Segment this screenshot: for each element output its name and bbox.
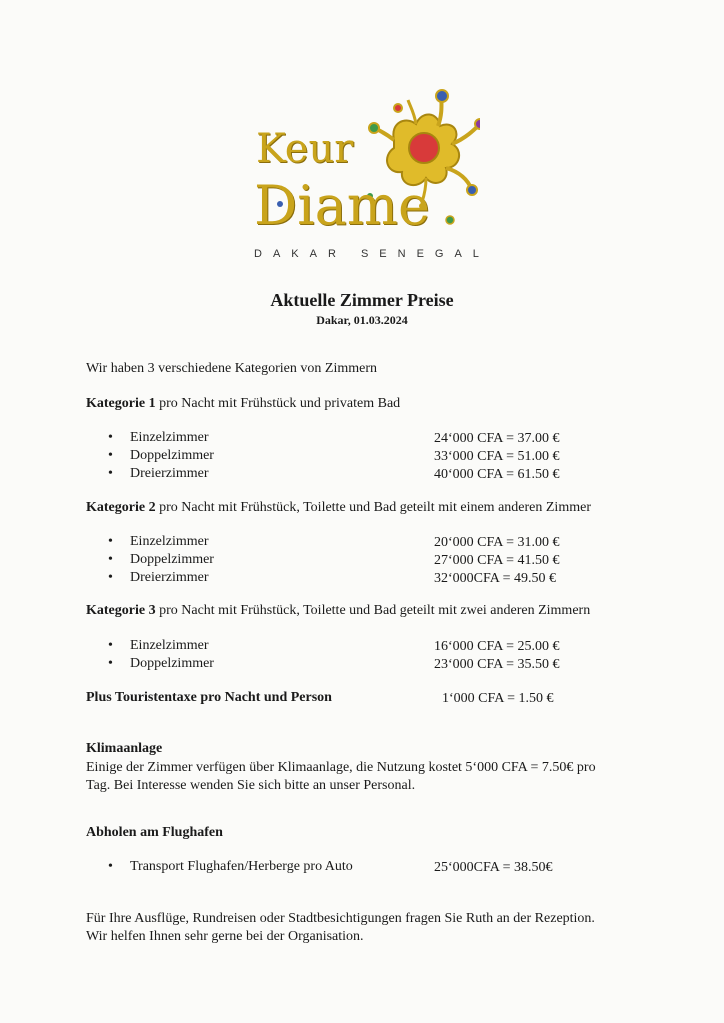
aircon-line-2: Tag. Bei Interesse wenden Sie sich bitte an unser Personal. [86,778,416,793]
list-item [108,466,209,484]
bullet-icon: • [108,859,113,874]
intro-text: Wir haben 3 verschiedene Kategorien von Zimmern [86,361,377,376]
airport-price: 25‘000CFA = 38.50€ [434,860,553,875]
room-price: 40‘000 CFA = 61.50 € [434,467,560,482]
closing-line-2: Wir helfen Ihnen sehr gerne bei der Organisation. [86,929,364,944]
category-2-heading [86,500,591,516]
room-price: 20‘000 CFA = 31.00 € [434,535,560,550]
airport-item: Transport Flughafen/Herberge pro Auto [130,859,353,874]
room-price: 16‘000 CFA = 25.00 € [434,639,560,654]
category-3-heading [86,603,590,619]
closing-line-1: Für Ihre Ausflüge, Rundreisen oder Stadtbesichtigungen fragen Sie Ruth an der Rezeption. [86,911,595,926]
list-item [108,638,209,656]
room-price: 24‘000 CFA = 37.00 € [434,431,560,446]
bullet-icon: • [108,638,113,653]
room-name: Dreierzimmer [130,466,209,481]
bullet-icon: • [108,534,113,549]
bullet-icon: • [108,430,113,445]
aircon-heading: Klimaanlage [86,741,163,756]
keur-diame-logo [250,88,490,263]
logo-location: DAKAR SENEGAL [254,248,490,260]
tourist-tax-price: 1‘000 CFA = 1.50 € [442,691,554,706]
room-name: Einzelzimmer [130,638,209,653]
bullet-icon: • [108,448,113,463]
logo-word-diame: Diame [254,174,430,237]
room-name: Einzelzimmer [130,534,209,549]
tourist-tax-label: Plus Touristentaxe pro Nacht und Person [86,690,332,705]
bullet-icon: • [108,656,113,671]
list-item [108,534,209,552]
page-subtitle: Dakar, 01.03.2024 [316,313,408,327]
closing-text [86,910,646,946]
list-item [108,570,209,588]
room-price: 32‘000CFA = 49.50 € [434,571,556,586]
room-price: 33‘000 CFA = 51.00 € [434,449,560,464]
list-item [108,448,214,466]
aircon-text [86,759,646,795]
category-desc: pro Nacht mit Frühstück, Toilette und Bad geteilt mit einem anderen Zimmer [155,500,591,515]
list-item [108,656,214,674]
room-name: Doppelzimmer [130,552,214,567]
bullet-icon: • [108,466,113,481]
bullet-icon: • [108,552,113,567]
category-label: Kategorie 3 [86,603,156,618]
page-title: Aktuelle Zimmer Preise [270,290,454,310]
room-name: Doppelzimmer [130,448,214,463]
category-desc: pro Nacht mit Frühstück, Toilette und Bad geteilt mit zwei anderen Zimmern [155,603,591,618]
list-item [108,430,209,448]
list-item [108,859,353,877]
category-label: Kategorie 1 [86,396,156,411]
logo-word-keur: Keur [256,126,354,172]
room-price: 27‘000 CFA = 41.50 € [434,553,560,568]
category-desc: pro Nacht mit Frühstück und privatem Bad [155,396,401,411]
airport-heading: Abholen am Flughafen [86,825,223,840]
room-name: Doppelzimmer [130,656,214,671]
category-1-heading [86,396,400,412]
room-name: Einzelzimmer [130,430,209,445]
category-label: Kategorie 2 [86,500,156,515]
aircon-line-1: Einige der Zimmer verfügen über Klimaanlage, die Nutzung kostet 5‘000 CFA = 7.50€ pro [86,760,596,775]
room-price: 23‘000 CFA = 35.50 € [434,657,560,672]
room-name: Dreierzimmer [130,570,209,585]
bullet-icon: • [108,570,113,585]
list-item [108,552,214,570]
